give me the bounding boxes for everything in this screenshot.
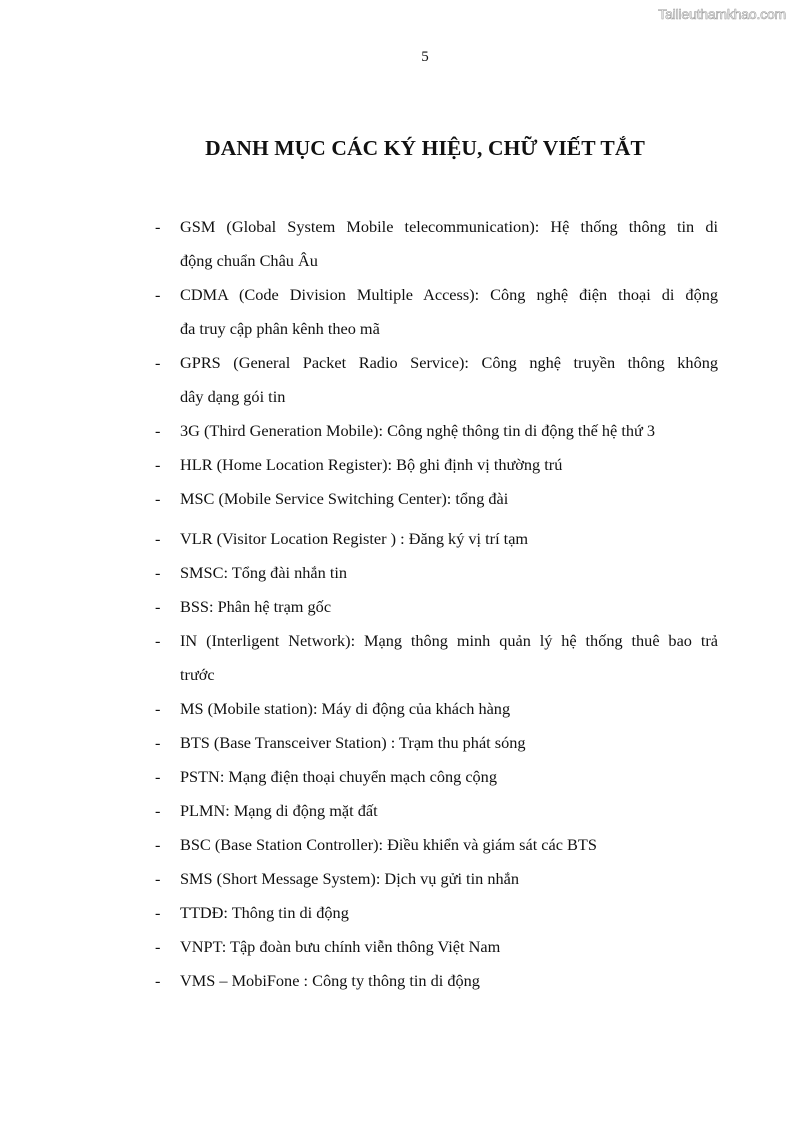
- item-text: PLMN: Mạng di động mặt đất: [180, 801, 378, 820]
- bullet-dash: -: [155, 353, 161, 372]
- item-text: 3G (Third Generation Mobile): Công nghệ thông tin di động thế hệ thứ 3: [180, 421, 656, 440]
- item-text-line2: đa truy cập phân kênh theo mã: [180, 319, 380, 338]
- list-item-ms: [155, 692, 718, 726]
- item-text-line2: trước: [180, 665, 215, 684]
- list-item-gsm: [155, 210, 718, 278]
- item-text-line1: CDMA (Code Division Multiple Access): Công nghệ điện thoại di động: [180, 285, 718, 304]
- bullet-dash: -: [155, 835, 161, 854]
- item-text: BSS: Phân hệ trạm gốc: [180, 597, 332, 616]
- list-item-vnpt: [155, 930, 718, 964]
- bullet-dash: -: [155, 455, 161, 474]
- bullet-dash: -: [155, 563, 161, 582]
- bullet-dash: -: [155, 903, 161, 922]
- list-item-plmn: [155, 794, 718, 828]
- list-item-vms: [155, 964, 718, 998]
- list-item-bts: [155, 726, 718, 760]
- bullet-dash: -: [155, 285, 161, 304]
- item-text: TTDĐ: Thông tin di động: [180, 903, 349, 922]
- list-item-pstn: [155, 760, 718, 794]
- list-item-in: [155, 624, 718, 692]
- item-text: HLR (Home Location Register): Bộ ghi định vị thường trú: [180, 455, 563, 474]
- watermark: Tailieuthamkhao.com: [658, 6, 786, 22]
- bullet-dash: -: [155, 869, 161, 888]
- list-item-sms: [155, 862, 718, 896]
- bullet-dash: -: [155, 421, 161, 440]
- item-text: SMSC: Tổng đài nhắn tin: [180, 563, 348, 582]
- bullet-dash: -: [155, 971, 161, 990]
- bullet-dash: -: [155, 217, 161, 236]
- list-item-gprs: [155, 346, 718, 414]
- list-item-smsc: [155, 556, 718, 590]
- item-text: BTS (Base Transceiver Station) : Trạm thu phát sóng: [180, 733, 526, 752]
- item-text: MS (Mobile station): Máy di động của khách hàng: [180, 699, 511, 718]
- bullet-dash: -: [155, 597, 161, 616]
- bullet-dash: -: [155, 801, 161, 820]
- item-text: VNPT: Tập đoàn bưu chính viễn thông Việt Nam: [180, 937, 501, 956]
- item-text: VMS – MobiFone : Công ty thông tin di động: [180, 971, 480, 990]
- list-item-vlr: [155, 522, 718, 556]
- item-text: BSC (Base Station Controller): Điều khiển và giám sát các BTS: [180, 835, 597, 854]
- page-number: 5: [421, 49, 429, 65]
- bullet-dash: -: [155, 529, 161, 548]
- list-item-bss: [155, 590, 718, 624]
- bullet-dash: -: [155, 489, 161, 508]
- item-text-line2: động chuẩn Châu Âu: [180, 251, 318, 270]
- list-item-ttdd: [155, 896, 718, 930]
- list-item-cdma: [155, 278, 718, 346]
- abbreviation-list: [155, 210, 718, 998]
- list-item-bsc: [155, 828, 718, 862]
- item-text: SMS (Short Message System): Dịch vụ gửi tin nhắn: [180, 869, 519, 888]
- item-text-line1: GPRS (General Packet Radio Service): Công nghệ truyền thông không: [180, 353, 718, 372]
- item-text-line1: IN (Interligent Network): Mạng thông minh quản lý hệ thống thuê bao trả: [180, 631, 718, 650]
- page-title: DANH MỤC CÁC KÝ HIỆU, CHỮ VIẾT TẮT: [205, 136, 645, 160]
- item-text-line2: dây dạng gói tin: [180, 387, 286, 406]
- bullet-dash: -: [155, 937, 161, 956]
- list-item-msc: [155, 482, 718, 516]
- item-text: PSTN: Mạng điện thoại chuyển mạch công cộng: [180, 767, 497, 786]
- bullet-dash: -: [155, 699, 161, 718]
- item-text: VLR (Visitor Location Register ) : Đăng ký vị trí tạm: [180, 529, 529, 548]
- list-item-hlr: [155, 448, 718, 482]
- bullet-dash: -: [155, 733, 161, 752]
- bullet-dash: -: [155, 631, 161, 650]
- list-item-3g: [155, 414, 718, 448]
- item-text-line1: GSM (Global System Mobile telecommunication): Hệ thống thông tin di: [180, 217, 718, 236]
- bullet-dash: -: [155, 767, 161, 786]
- item-text: MSC (Mobile Service Switching Center): tổng đài: [180, 489, 509, 508]
